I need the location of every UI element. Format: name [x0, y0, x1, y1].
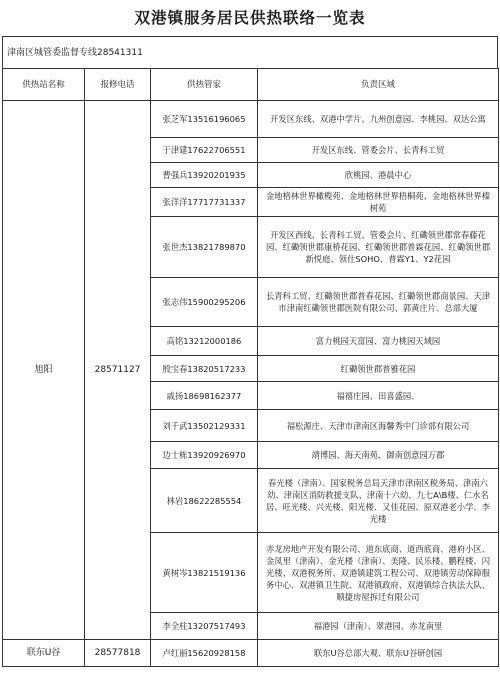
heating-manager: 边士栋13920926970	[151, 442, 258, 469]
responsible-area: 开发区东线、管委会片、长青科工贸	[258, 138, 499, 163]
supervision-hotline: 津南区城管委监督专线28541311	[2, 36, 498, 68]
table-row	[3, 640, 499, 667]
heating-manager: 戚扬18698162377	[151, 382, 258, 410]
heating-manager: 高铭13212000186	[151, 327, 258, 356]
heating-manager: 曹强兵13920201935	[151, 163, 258, 188]
responsible-area: 开发区东线、双港中学片、九州创意园、李桃园、双达公寓	[258, 101, 499, 138]
heating-manager: 李全柱13207517493	[151, 613, 258, 640]
responsible-area: 靖博园、海天南苑、御南创意园万郡	[258, 442, 499, 469]
header-manager: 供热管家	[151, 69, 258, 101]
repair-phone: 28571127	[85, 101, 151, 640]
responsible-area: 欣桃园、港晨中心	[258, 163, 499, 188]
responsible-area: 富力桃园天富园、富力桃园天域园	[258, 327, 499, 356]
header-station: 供热站名称	[3, 69, 85, 101]
responsible-area: 长青科工贸、红磡领世郡普春花园、红磡领世郡商景园、天津市津南红磡领世郡医院有限公司、郭黄庄片、总部大厦	[258, 278, 499, 327]
responsible-area: 春光楼（津南）、国家税务总局天津市津南区税务局、津南六幼、津南区消防救援支队、津南十六幼、九七A\B楼、仁水名居、旺光楼、兴光楼、阳光楼、又佳花园、原双港老小学、李光楼	[258, 469, 499, 533]
station-name: 旭阳	[3, 101, 85, 640]
heating-manager: 张洋洋17717731337	[151, 188, 258, 217]
responsible-area: 金地格林世界橄榄苑、金地格林世界梧桐苑、金地格林世界榛树苑	[258, 188, 499, 217]
contact-table	[2, 68, 499, 667]
heating-manager: 张芝军13516196065	[151, 101, 258, 138]
header-row	[3, 69, 499, 101]
table-row	[3, 101, 499, 138]
responsible-area: 赤龙房地产开发有限公司、道东底商、道西底商、港府小区、金凤里（津南）、金光楼（津南）、美隆、民乐楼、鹏程楼、闪光楼、双港税务所、双港镇建筑工程公司、双港镇劳动保障服务中心、双港镇卫生院、双港镇政府、双港镇综合执法大队、顺捷房屋拆迁有限公司	[258, 533, 499, 613]
heating-manager: 于津建17622706551	[151, 138, 258, 163]
heating-manager: 刘千武13502129331	[151, 410, 258, 442]
heating-manager: 黄树岑13821519136	[151, 533, 258, 613]
responsible-area: 福禧庄园、田喜盛园、	[258, 382, 499, 410]
document-title: 双港镇服务居民供热联络一览表	[134, 8, 366, 27]
heating-manager: 殷宝春13820517233	[151, 356, 258, 382]
station-name: 联东U谷	[3, 640, 85, 667]
responsible-area: 红磡领世郡普雅花园	[258, 356, 499, 382]
heating-manager: 卢红丽15620928158	[151, 640, 258, 667]
header-area: 负责区域	[258, 69, 499, 101]
responsible-area: 福松源庄、天津市津南区海馨秀中门诊部有限公司	[258, 410, 499, 442]
responsible-area: 福港园（津南）、翠港园、赤龙南里	[258, 613, 499, 640]
heating-manager: 张志伟15900295206	[151, 278, 258, 327]
heating-manager: 林岩18622285554	[151, 469, 258, 533]
repair-phone: 28577818	[85, 640, 151, 667]
header-phone: 报修电话	[85, 69, 151, 101]
heating-manager: 张世杰13821789870	[151, 217, 258, 278]
responsible-area: 开发区西线、长青科工贸、管委会片、红磡领世郡常春藤花园、红磡领世郡康桥花园、红磡领世郡普霖花园、红磡领世郡新悦庭、领仕SOHO、普霖Y1、Y2花园	[258, 217, 499, 278]
responsible-area: 联东U谷总部大观、联东U谷研创园	[258, 640, 499, 667]
